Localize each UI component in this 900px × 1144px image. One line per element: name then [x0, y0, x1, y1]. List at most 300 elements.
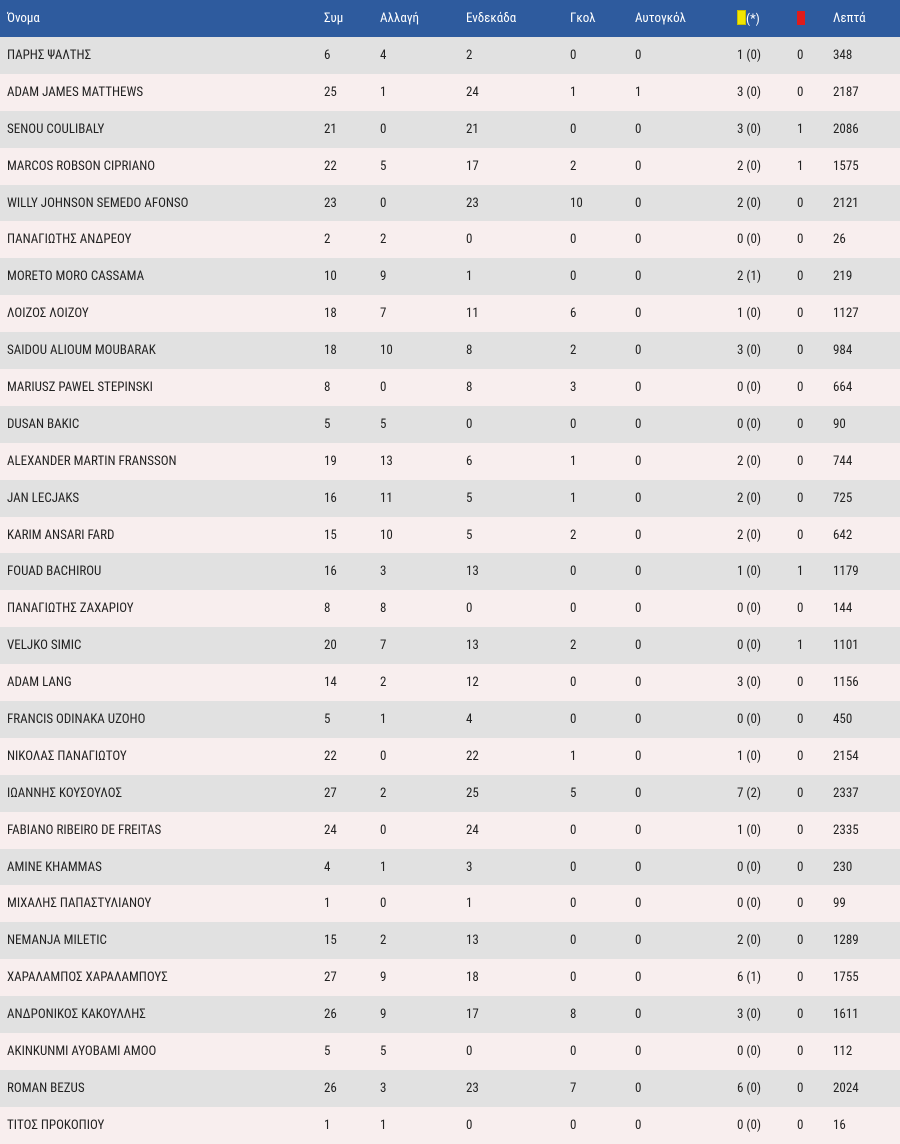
cell-starts: 2: [466, 47, 473, 63]
table-row[interactable]: [0, 443, 900, 480]
cell-goals: 2: [570, 158, 577, 174]
cell-own-goals: 0: [635, 970, 642, 986]
cell-yellow: 3 (0): [737, 1007, 762, 1023]
cell-apps: 21: [324, 121, 337, 137]
table-row[interactable]: [0, 517, 900, 554]
cell-subs: 11: [380, 490, 393, 506]
table-row[interactable]: [0, 885, 900, 922]
header-subs[interactable]: Αλλαγή: [380, 11, 420, 26]
cell-yellow: 2 (0): [737, 490, 762, 506]
cell-starts: 13: [466, 564, 479, 580]
cell-yellow: 1 (0): [737, 306, 762, 322]
cell-minutes: 99: [833, 896, 846, 912]
cell-subs: 7: [380, 306, 387, 322]
cell-own-goals: 0: [635, 47, 642, 63]
header-own-goals[interactable]: Αυτογκόλ: [635, 11, 686, 26]
cell-yellow: 0 (0): [737, 1043, 762, 1059]
cell-goals: 0: [570, 822, 577, 838]
cell-minutes: 984: [833, 343, 853, 359]
cell-minutes: 1289: [833, 933, 859, 949]
cell-minutes: 2121: [833, 195, 859, 211]
cell-starts: 12: [466, 675, 479, 691]
cell-name[interactable]: KARIM ANSARI FARD: [7, 527, 115, 543]
cell-subs: 4: [380, 47, 387, 63]
cell-subs: 3: [380, 1080, 387, 1096]
cell-subs: 0: [380, 896, 387, 912]
cell-starts: 0: [466, 232, 473, 248]
cell-minutes: 1179: [833, 564, 859, 580]
cell-apps: 18: [324, 306, 337, 322]
table-row[interactable]: [0, 996, 900, 1033]
cell-red: 0: [797, 675, 804, 691]
cell-subs: 1: [380, 859, 387, 875]
cell-apps: 14: [324, 675, 337, 691]
cell-starts: 18: [466, 970, 479, 986]
cell-own-goals: 0: [635, 859, 642, 875]
cell-own-goals: 0: [635, 121, 642, 137]
cell-own-goals: 0: [635, 1080, 642, 1096]
cell-red: 0: [797, 47, 804, 63]
cell-apps: 15: [324, 933, 337, 949]
cell-own-goals: 0: [635, 158, 642, 174]
cell-own-goals: 0: [635, 195, 642, 211]
cell-apps: 6: [324, 47, 331, 63]
cell-starts: 17: [466, 158, 479, 174]
table-row[interactable]: [0, 1033, 900, 1070]
cell-apps: 26: [324, 1080, 337, 1096]
table-row[interactable]: [0, 258, 900, 295]
cell-subs: 2: [380, 675, 387, 691]
table-row[interactable]: [0, 664, 900, 701]
cell-red: 0: [797, 933, 804, 949]
cell-own-goals: 0: [635, 269, 642, 285]
cell-minutes: 2086: [833, 121, 859, 137]
cell-minutes: 1101: [833, 638, 859, 654]
table-row[interactable]: [0, 738, 900, 775]
cell-goals: 0: [570, 711, 577, 727]
cell-yellow: 1 (0): [737, 47, 762, 63]
cell-yellow: 3 (0): [737, 343, 762, 359]
cell-subs: 0: [380, 748, 387, 764]
table-row[interactable]: [0, 480, 900, 517]
cell-goals: 0: [570, 269, 577, 285]
cell-yellow: 1 (0): [737, 822, 762, 838]
cell-name[interactable]: ΛΟΙΖΟΣ ΛΟΙΖΟΥ: [7, 306, 89, 322]
cell-own-goals: 1: [635, 84, 642, 100]
table-row[interactable]: [0, 701, 900, 738]
cell-name[interactable]: SAIDOU ALIOUM MOUBARAK: [7, 343, 156, 359]
cell-minutes: 2335: [833, 822, 859, 838]
cell-subs: 2: [380, 933, 387, 949]
cell-subs: 1: [380, 84, 387, 100]
cell-red: 0: [797, 1043, 804, 1059]
cell-apps: 20: [324, 638, 337, 654]
cell-subs: 9: [380, 1007, 387, 1023]
cell-apps: 16: [324, 564, 337, 580]
cell-starts: 24: [466, 822, 479, 838]
table-row[interactable]: [0, 812, 900, 849]
cell-yellow: 7 (2): [737, 785, 762, 801]
cell-goals: 0: [570, 1117, 577, 1133]
cell-red: 0: [797, 711, 804, 727]
table-row[interactable]: [0, 406, 900, 443]
cell-minutes: 230: [833, 859, 853, 875]
cell-minutes: 112: [833, 1043, 853, 1059]
cell-starts: 0: [466, 601, 473, 617]
cell-yellow: 0 (0): [737, 416, 762, 432]
cell-red: 0: [797, 490, 804, 506]
cell-minutes: 2154: [833, 748, 859, 764]
table-row[interactable]: [0, 185, 900, 222]
cell-goals: 1: [570, 490, 577, 506]
cell-red: 0: [797, 748, 804, 764]
cell-name[interactable]: DUSAN BAKIC: [7, 416, 80, 432]
cell-goals: 0: [570, 896, 577, 912]
cell-own-goals: 0: [635, 711, 642, 727]
cell-apps: 23: [324, 195, 337, 211]
cell-subs: 0: [380, 822, 387, 838]
cell-starts: 1: [466, 896, 473, 912]
cell-apps: 27: [324, 785, 337, 801]
cell-own-goals: 0: [635, 748, 642, 764]
cell-yellow: 0 (0): [737, 859, 762, 875]
header-apps[interactable]: Συμ: [324, 11, 344, 26]
cell-yellow: 2 (0): [737, 195, 762, 211]
cell-minutes: 16: [833, 1117, 846, 1133]
cell-own-goals: 0: [635, 564, 642, 580]
table-header-row: [0, 0, 900, 37]
cell-minutes: 1156: [833, 675, 859, 691]
cell-yellow: 0 (0): [737, 601, 762, 617]
header-goals[interactable]: Γκολ: [570, 11, 596, 26]
cell-goals: 0: [570, 601, 577, 617]
cell-apps: 25: [324, 84, 337, 100]
cell-minutes: 744: [833, 453, 853, 469]
red-card-icon: [797, 11, 805, 25]
table-row[interactable]: [0, 1107, 900, 1144]
cell-subs: 0: [380, 121, 387, 137]
cell-goals: 1: [570, 84, 577, 100]
cell-minutes: 642: [833, 527, 853, 543]
cell-subs: 10: [380, 527, 393, 543]
header-minutes[interactable]: Λεπτά: [833, 11, 866, 26]
cell-apps: 8: [324, 601, 331, 617]
cell-goals: 10: [570, 195, 583, 211]
cell-red: 0: [797, 343, 804, 359]
cell-own-goals: 0: [635, 527, 642, 543]
cell-starts: 8: [466, 379, 473, 395]
table-row[interactable]: [0, 959, 900, 996]
table-row[interactable]: [0, 775, 900, 812]
cell-starts: 5: [466, 490, 473, 506]
cell-name[interactable]: ΧΑΡΑΛΑΜΠΟΣ ΧΑΡΑΛΑΜΠΟΥΣ: [7, 970, 168, 986]
cell-yellow: 3 (0): [737, 675, 762, 691]
cell-apps: 27: [324, 970, 337, 986]
cell-subs: 13: [380, 453, 393, 469]
cell-apps: 22: [324, 158, 337, 174]
cell-apps: 24: [324, 822, 337, 838]
cell-starts: 0: [466, 1117, 473, 1133]
cell-goals: 0: [570, 859, 577, 875]
table-row[interactable]: [0, 590, 900, 627]
cell-goals: 0: [570, 970, 577, 986]
cell-name[interactable]: FRANCIS ODINAKA UZOHO: [7, 711, 146, 727]
cell-goals: 0: [570, 675, 577, 691]
cell-starts: 25: [466, 785, 479, 801]
cell-yellow: 3 (0): [737, 84, 762, 100]
cell-subs: 9: [380, 269, 387, 285]
cell-subs: 0: [380, 379, 387, 395]
cell-red: 0: [797, 1117, 804, 1133]
cell-starts: 13: [466, 638, 479, 654]
table-row[interactable]: [0, 295, 900, 332]
cell-name[interactable]: AMINE KHAMMAS: [7, 859, 102, 875]
cell-minutes: 1755: [833, 970, 859, 986]
cell-subs: 3: [380, 564, 387, 580]
cell-starts: 0: [466, 1043, 473, 1059]
cell-red: 0: [797, 859, 804, 875]
cell-apps: 4: [324, 859, 331, 875]
cell-name[interactable]: JAN LECJAKS: [7, 490, 80, 506]
cell-red: 0: [797, 306, 804, 322]
cell-yellow: 0 (0): [737, 896, 762, 912]
cell-red: 0: [797, 601, 804, 617]
cell-name[interactable]: NEMANJA MILETIC: [7, 933, 107, 949]
cell-starts: 17: [466, 1007, 479, 1023]
cell-subs: 9: [380, 970, 387, 986]
cell-starts: 21: [466, 121, 479, 137]
cell-yellow: 0 (0): [737, 379, 762, 395]
cell-yellow: 2 (0): [737, 453, 762, 469]
cell-own-goals: 0: [635, 1043, 642, 1059]
cell-own-goals: 0: [635, 1007, 642, 1023]
cell-apps: 1: [324, 896, 331, 912]
cell-subs: 5: [380, 1043, 387, 1059]
table-row[interactable]: [0, 111, 900, 148]
cell-subs: 1: [380, 711, 387, 727]
cell-name[interactable]: AKINKUNMI AYOBAMI AMOO: [7, 1043, 157, 1059]
cell-yellow: 6 (1): [737, 970, 762, 986]
cell-goals: 0: [570, 416, 577, 432]
cell-subs: 10: [380, 343, 393, 359]
cell-minutes: 1575: [833, 158, 859, 174]
cell-goals: 5: [570, 785, 577, 801]
cell-goals: 1: [570, 453, 577, 469]
cell-name[interactable]: MORETO MORO CASSAMA: [7, 269, 145, 285]
header-red-cards[interactable]: [797, 0, 833, 37]
cell-starts: 4: [466, 711, 473, 727]
cell-name[interactable]: ΜΙΧΑΛΗΣ ΠΑΠΑΣΤΥΛΙΑΝΟΥ: [7, 896, 152, 912]
cell-apps: 18: [324, 343, 337, 359]
cell-name[interactable]: VELJKO SIMIC: [7, 638, 82, 654]
cell-name[interactable]: FABIANO RIBEIRO DE FREITAS: [7, 822, 162, 838]
cell-minutes: 348: [833, 47, 853, 63]
cell-goals: 2: [570, 527, 577, 543]
cell-minutes: 2337: [833, 785, 859, 801]
table-row[interactable]: [0, 1070, 900, 1107]
cell-goals: 0: [570, 121, 577, 137]
cell-apps: 26: [324, 1007, 337, 1023]
cell-red: 0: [797, 822, 804, 838]
cell-starts: 1: [466, 269, 473, 285]
cell-yellow: 2 (0): [737, 527, 762, 543]
cell-name[interactable]: ΠΑΝΑΓΙΩΤΗΣ ΑΝΔΡΕΟΥ: [7, 232, 132, 248]
cell-name[interactable]: ΝΙΚΟΛΑΣ ΠΑΝΑΓΙΩΤΟΥ: [7, 748, 127, 764]
cell-own-goals: 0: [635, 306, 642, 322]
cell-minutes: 450: [833, 711, 853, 727]
cell-minutes: 144: [833, 601, 853, 617]
table-row[interactable]: [0, 37, 900, 74]
cell-own-goals: 0: [635, 601, 642, 617]
cell-own-goals: 0: [635, 675, 642, 691]
cell-own-goals: 0: [635, 785, 642, 801]
cell-starts: 3: [466, 859, 473, 875]
cell-minutes: 725: [833, 490, 853, 506]
cell-goals: 8: [570, 1007, 577, 1023]
cell-apps: 1: [324, 1117, 331, 1133]
cell-starts: 5: [466, 527, 473, 543]
cell-minutes: 219: [833, 269, 853, 285]
cell-subs: 2: [380, 785, 387, 801]
cell-yellow: 6 (0): [737, 1080, 762, 1096]
yellow-card-icon: [737, 10, 746, 25]
cell-starts: 13: [466, 933, 479, 949]
cell-own-goals: 0: [635, 490, 642, 506]
cell-own-goals: 0: [635, 379, 642, 395]
cell-yellow: 3 (0): [737, 121, 762, 137]
cell-name[interactable]: ADAM LANG: [7, 675, 72, 691]
cell-red: 0: [797, 269, 804, 285]
cell-own-goals: 0: [635, 933, 642, 949]
header-name[interactable]: Όνομα: [7, 11, 40, 26]
table-row[interactable]: [0, 922, 900, 959]
cell-own-goals: 0: [635, 1117, 642, 1133]
cell-minutes: 90: [833, 416, 846, 432]
cell-red: 0: [797, 195, 804, 211]
cell-apps: 8: [324, 379, 331, 395]
table-row[interactable]: [0, 627, 900, 664]
cell-yellow: 0 (0): [737, 638, 762, 654]
header-starts[interactable]: Ενδεκάδα: [466, 11, 517, 26]
cell-red: 0: [797, 527, 804, 543]
cell-yellow: 0 (0): [737, 711, 762, 727]
cell-apps: 5: [324, 416, 331, 432]
cell-apps: 10: [324, 269, 337, 285]
cell-own-goals: 0: [635, 343, 642, 359]
cell-minutes: 26: [833, 232, 846, 248]
cell-red: 0: [797, 970, 804, 986]
cell-red: 0: [797, 785, 804, 801]
cell-name[interactable]: ΠΑΡΗΣ ΨΑΛΤΗΣ: [7, 47, 92, 63]
cell-red: 0: [797, 232, 804, 248]
cell-goals: 0: [570, 47, 577, 63]
cell-apps: 2: [324, 232, 331, 248]
cell-red: 1: [797, 638, 804, 654]
cell-name[interactable]: SENOU COULIBALY: [7, 121, 105, 137]
cell-minutes: 2187: [833, 84, 859, 100]
cell-minutes: 2024: [833, 1080, 859, 1096]
table-row[interactable]: [0, 849, 900, 886]
cell-subs: 8: [380, 601, 387, 617]
cell-name[interactable]: WILLY JOHNSON SEMEDO AFONSO: [7, 195, 189, 211]
cell-own-goals: 0: [635, 896, 642, 912]
cell-goals: 6: [570, 306, 577, 322]
cell-subs: 5: [380, 158, 387, 174]
cell-red: 1: [797, 564, 804, 580]
cell-subs: 2: [380, 232, 387, 248]
table-row[interactable]: [0, 369, 900, 406]
cell-name[interactable]: ΠΑΝΑΓΙΩΤΗΣ ΖΑΧΑΡΙΟΥ: [7, 601, 134, 617]
cell-yellow: 0 (0): [737, 232, 762, 248]
table-row[interactable]: [0, 74, 900, 111]
cell-own-goals: 0: [635, 638, 642, 654]
cell-starts: 23: [466, 195, 479, 211]
cell-own-goals: 0: [635, 822, 642, 838]
cell-subs: 0: [380, 195, 387, 211]
cell-goals: 1: [570, 748, 577, 764]
cell-apps: 19: [324, 453, 337, 469]
cell-goals: 7: [570, 1080, 577, 1096]
cell-apps: 5: [324, 1043, 331, 1059]
cell-minutes: 1611: [833, 1007, 859, 1023]
header-yellow-cards[interactable]: (*): [737, 0, 797, 37]
table-row[interactable]: [0, 221, 900, 258]
cell-name[interactable]: ROMAN BEZUS: [7, 1080, 85, 1096]
cell-starts: 8: [466, 343, 473, 359]
cell-red: 0: [797, 379, 804, 395]
cell-apps: 5: [324, 711, 331, 727]
cell-apps: 16: [324, 490, 337, 506]
cell-starts: 0: [466, 416, 473, 432]
cell-goals: 2: [570, 343, 577, 359]
cell-red: 0: [797, 1007, 804, 1023]
cell-starts: 23: [466, 1080, 479, 1096]
cell-goals: 0: [570, 564, 577, 580]
cell-yellow: 1 (0): [737, 564, 762, 580]
cell-yellow: 2 (0): [737, 933, 762, 949]
cell-goals: 0: [570, 933, 577, 949]
cell-red: 1: [797, 158, 804, 174]
cell-name[interactable]: MARIUSZ PAWEL STEPINSKI: [7, 379, 153, 395]
cell-yellow: 1 (0): [737, 748, 762, 764]
cell-own-goals: 0: [635, 416, 642, 432]
cell-starts: 24: [466, 84, 479, 100]
cell-apps: 22: [324, 748, 337, 764]
cell-own-goals: 0: [635, 453, 642, 469]
cell-name[interactable]: MARCOS ROBSON CIPRIANO: [7, 158, 156, 174]
cell-minutes: 664: [833, 379, 853, 395]
cell-starts: 22: [466, 748, 479, 764]
cell-apps: 15: [324, 527, 337, 543]
cell-red: 0: [797, 453, 804, 469]
table-body: [0, 37, 900, 1144]
cell-name[interactable]: ADAM JAMES MATTHEWS: [7, 84, 144, 100]
cell-name[interactable]: ALEXANDER MARTIN FRANSSON: [7, 453, 177, 469]
cell-name[interactable]: ΑΝΔΡΟΝΙΚΟΣ ΚΑΚΟΥΛΛΗΣ: [7, 1007, 146, 1023]
table-row[interactable]: [0, 332, 900, 369]
cell-red: 0: [797, 896, 804, 912]
cell-starts: 6: [466, 453, 473, 469]
cell-goals: 3: [570, 379, 577, 395]
cell-goals: 0: [570, 1043, 577, 1059]
table-row[interactable]: [0, 553, 900, 590]
cell-yellow: 2 (0): [737, 158, 762, 174]
cell-red: 0: [797, 84, 804, 100]
cell-name[interactable]: ΙΩΑΝΝΗΣ ΚΟΥΣΟΥΛΟΣ: [7, 785, 123, 801]
cell-name[interactable]: FOUAD BACHIROU: [7, 564, 102, 580]
table-row[interactable]: [0, 148, 900, 185]
cell-name[interactable]: ΤΙΤΟΣ ΠΡΟΚΟΠΙΟΥ: [7, 1117, 105, 1133]
